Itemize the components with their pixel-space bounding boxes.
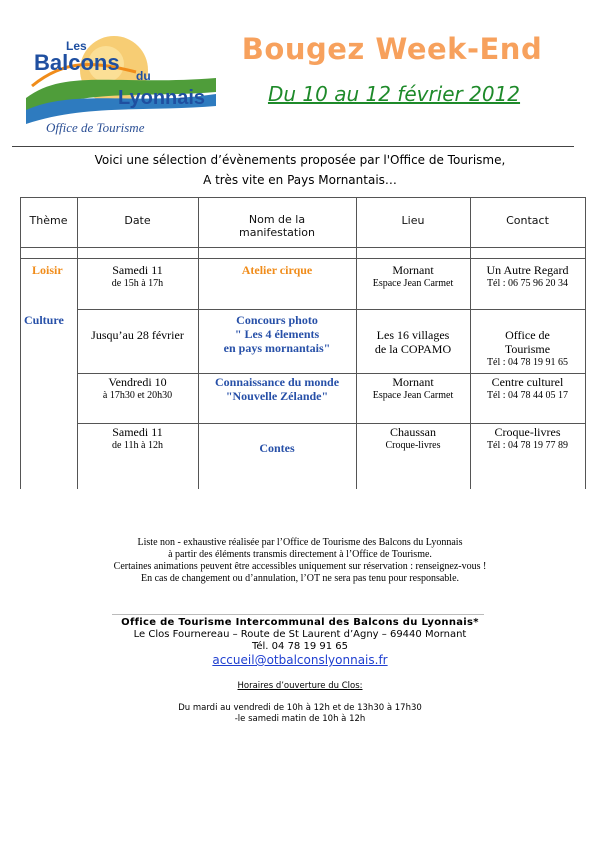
event-place-detail: Espace Jean Carmet: [372, 390, 454, 401]
logo-line-du: du: [136, 69, 151, 83]
event-time: à 17h30 et 20h30: [102, 390, 173, 401]
event-name-line-2: "Nouvelle Zélande": [225, 389, 329, 403]
events-table: [20, 197, 586, 489]
theme-loisir: Loisir: [32, 263, 63, 277]
column-header-theme: Thème: [29, 214, 68, 227]
opening-hours-line-1: Du mardi au vendredi de 10h à 12h et de 13h30 à 17h30: [178, 703, 422, 713]
event-place: [356, 375, 470, 403]
balcons-du-lyonnais-logo: [26, 28, 216, 138]
opening-hours-heading: Horaires d’ouverture du Clos:: [237, 681, 363, 691]
event-name: [198, 375, 356, 403]
event-name-line-3: en pays mornantais": [223, 341, 331, 355]
intro-line-1: Voici une sélection d’évènements proposée par l'Office de Tourisme,: [94, 153, 506, 167]
theme-culture: Culture: [24, 313, 64, 327]
event-contact-phone: Tél : 06 75 96 20 34: [486, 278, 569, 289]
logo-tagline: Office de Tourisme: [46, 120, 145, 135]
event-place-town: Chaussan: [390, 425, 436, 439]
event-name-text: Contes: [259, 441, 295, 455]
office-contact-block: [60, 617, 540, 653]
logo-line-balcons: Balcons: [34, 50, 120, 75]
event-date-text: Samedi 11: [112, 425, 163, 439]
intro-line-2: A très vite en Pays Mornantais…: [203, 173, 397, 187]
event-contact: [470, 328, 585, 370]
event-place: [356, 425, 470, 453]
event-place-town: Mornant: [392, 263, 434, 277]
office-name: Office de Tourisme Intercommunal des Balcons du Lyonnais*: [121, 617, 479, 628]
office-email-link[interactable]: accueil@otbalconslyonnais.fr: [212, 653, 388, 667]
event-contact-name: Croque-livres: [494, 425, 561, 439]
note-line-1: Liste non - exhaustive réalisée par l’Office de Tourisme des Balcons du Lyonnais: [137, 537, 463, 548]
logo-line-les: Les: [66, 39, 87, 53]
office-phone: Tél. 04 78 19 91 65: [251, 641, 349, 652]
column-header-place: Lieu: [401, 214, 425, 227]
event-date: [77, 375, 198, 403]
opening-hours: [60, 703, 540, 725]
disclaimer-notes: [40, 537, 560, 585]
page-title: Bougez Week-End: [241, 32, 543, 66]
column-header-name-line-1: Nom de la: [248, 213, 306, 226]
page-subtitle: Du 10 au 12 février 2012: [267, 82, 521, 106]
note-line-2: à partir des éléments transmis directement à l’Office de Tourisme.: [168, 549, 432, 560]
event-contact: [470, 425, 585, 453]
event-contact: [470, 263, 585, 291]
event-date-text: Jusqu’au 28 février: [91, 328, 184, 342]
office-address: Le Clos Fournereau – Route de St Laurent d’Agny – 69440 Mornant: [133, 629, 467, 640]
column-header-name: [198, 213, 356, 239]
event-time: de 15h à 17h: [111, 278, 164, 289]
footer-divider: [112, 614, 484, 615]
event-contact-name: Centre culturel: [491, 375, 564, 389]
event-place: [356, 263, 470, 291]
event-contact-phone: Tél : 04 78 19 77 89: [486, 440, 569, 451]
column-header-date: Date: [124, 214, 151, 227]
event-name: [198, 263, 356, 277]
event-name-line-1: Concours photo: [236, 313, 318, 327]
event-name: [198, 441, 356, 455]
event-contact: [470, 375, 585, 403]
event-time: de 11h à 12h: [111, 440, 163, 451]
event-place: [356, 328, 470, 356]
event-name: [198, 313, 356, 355]
event-contact-line-1: Office de: [505, 328, 550, 342]
event-name-text: Atelier cirque: [241, 263, 313, 277]
event-contact-phone: Tél : 04 78 44 05 17: [486, 390, 569, 401]
event-place-detail: Croque-livres: [385, 440, 441, 451]
column-header-contact: Contact: [506, 214, 549, 227]
table-row-date: [77, 263, 198, 291]
event-contact-phone: Tél : 04 78 19 91 65: [486, 357, 569, 368]
event-date: [77, 425, 198, 453]
event-place-town: Mornant: [392, 375, 434, 389]
header-divider: [12, 146, 574, 147]
opening-hours-line-2: -le samedi matin de 10h à 12h: [234, 714, 366, 724]
event-contact-name: Un Autre Regard: [486, 263, 569, 277]
note-line-3: Certaines animations peuvent être accessibles uniquement sur réservation : renseignez-vous !: [113, 561, 487, 572]
event-date: [77, 328, 198, 342]
logo-line-lyonnais: Lyonnais: [118, 87, 206, 109]
event-name-line-1: Connaissance du monde: [214, 375, 340, 389]
event-place-line-2: de la COPAMO: [374, 342, 452, 356]
note-line-4: En cas de changement ou d’annulation, l’OT ne sera pas tenu pour responsable.: [140, 573, 460, 584]
event-date-text: Vendredi 10: [108, 375, 167, 389]
event-date: Samedi 11: [112, 263, 163, 277]
event-place-detail: Espace Jean Carmet: [372, 278, 454, 289]
event-contact-line-2: Tourisme: [504, 342, 551, 356]
column-header-name-line-2: manifestation: [239, 226, 315, 239]
event-name-line-2: " Les 4 élements: [234, 327, 320, 341]
event-place-line-1: Les 16 villages: [376, 328, 450, 342]
